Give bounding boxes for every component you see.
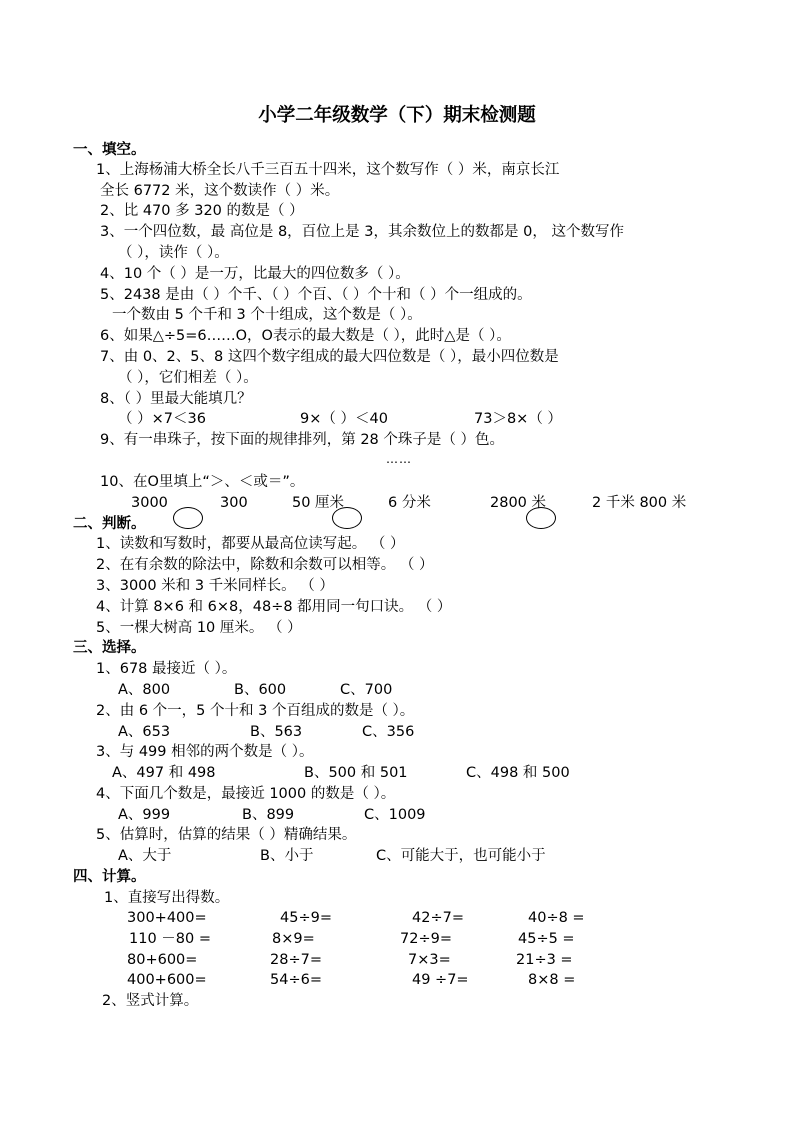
calc-r2-c4: 45÷5 = (518, 931, 575, 947)
compare-item-6: 2 千米 800 米 (592, 495, 687, 511)
choice-3-option-b: B、500 和 501 (304, 765, 408, 781)
calc-r1-c3: 42÷7= (412, 910, 464, 926)
compare-item-2: 300 (220, 495, 248, 511)
calc-r4-c1: 400+600= (127, 972, 207, 988)
compare-item-1: 3000 (131, 495, 168, 511)
choice-4-option-b: B、899 (242, 807, 295, 823)
section-true-false-heading: 二、判断。 (73, 516, 146, 532)
choice-question-2: 2、由 6 个一，5 个十和 3 个百组成的数是（ ）。 (96, 703, 415, 719)
choice-5-option-b: B、小于 (260, 848, 314, 864)
bead-pattern-ellipsis: …… (386, 452, 412, 466)
choice-3-option-a: A、497 和 498 (112, 765, 216, 781)
calc-r4-c3: 49 ÷7= (412, 972, 469, 988)
section-fill-blank-heading: 一、填空。 (73, 142, 146, 158)
judge-item-5: 5、一棵大树高 10 厘米。 （ ） (96, 620, 302, 636)
choice-4-option-a: A、999 (118, 807, 171, 823)
calc-r2-c2: 8×9= (272, 931, 315, 947)
choice-2-option-c: C、356 (362, 724, 415, 740)
page-title: 小学二年级数学（下）期末检测题 (258, 105, 536, 126)
calc-r3-c4: 21÷3 = (516, 952, 573, 968)
choice-1-option-b: B、600 (234, 682, 287, 698)
question-7-line-1: 7、由 0、2、5、8 这四个数字组成的最大四位数是（ ），最小四位数是 (100, 349, 559, 365)
choice-2-option-b: B、563 (250, 724, 303, 740)
choice-1-option-a: A、800 (118, 682, 171, 698)
question-1-line-1: 1、上海杨浦大桥全长八千三百五十四米，这个数写作（ ）米，南京长江 (96, 162, 560, 178)
calc-r3-c2: 28÷7= (270, 952, 322, 968)
question-5-line-1: 5、2438 是由（ ）个千、（ ）个百、（ ）个十和（ ）个一组成的。 (100, 287, 532, 303)
calc-sub-1: 1、直接写出得数。 (104, 890, 230, 906)
calc-r4-c4: 8×8 = (528, 972, 576, 988)
calc-r3-c1: 80+600= (127, 952, 198, 968)
choice-question-1: 1、678 最接近（ ）。 (96, 661, 237, 677)
choice-5-option-a: A、大于 (118, 848, 172, 864)
calc-r1-c1: 300+400= (127, 910, 207, 926)
compare-circle-2[interactable] (332, 507, 362, 529)
question-3-line-2: （ ），读作（ ）。 (118, 245, 229, 261)
calc-r4-c2: 54÷6= (270, 972, 322, 988)
judge-item-2: 2、在有余数的除法中，除数和余数可以相等。 （ ） (96, 557, 434, 573)
question-8: 8、（ ）里最大能填几？ (100, 391, 252, 407)
compare-circle-1[interactable] (173, 507, 203, 529)
choice-4-option-c: C、1009 (364, 807, 426, 823)
section-choice-heading: 三、选择。 (73, 640, 146, 656)
question-8-item-1: （ ）×7＜36 (118, 411, 206, 427)
question-7-line-2: （ ），它们相差（ ）。 (118, 370, 258, 386)
choice-2-option-a: A、653 (118, 724, 171, 740)
judge-item-3: 3、3000 米和 3 千米同样长。 （ ） (96, 578, 334, 594)
question-8-item-3: 73＞8×（ ） (474, 411, 562, 427)
compare-item-4: 6 分米 (388, 495, 431, 511)
question-4: 4、10 个（ ）是一万，比最大的四位数多（ ）。 (100, 266, 410, 282)
calc-r2-c3: 72÷9= (400, 931, 452, 947)
compare-circle-3[interactable] (526, 507, 556, 529)
question-5-line-2: 一个数由 5 个千和 3 个十组成，这个数是（ ）。 (112, 307, 422, 323)
choice-question-5: 5、估算时，估算的结果（ ）精确结果。 (96, 827, 357, 843)
calc-sub-2: 2、竖式计算。 (102, 993, 199, 1009)
judge-item-1: 1、读数和写数时，都要从最高位读写起。 （ ） (96, 536, 405, 552)
question-2: 2、比 470 多 320 的数是（ ） (100, 203, 304, 219)
choice-5-option-c: C、可能大于，也可能小于 (376, 848, 546, 864)
question-1-line-2: 全长 6772 米，这个数读作（ ）米。 (100, 183, 340, 199)
judge-item-4: 4、计算 8×6 和 6×8，48÷8 都用同一句口诀。 （ ） (96, 599, 452, 615)
question-6: 6、如果△÷5=6……O，O表示的最大数是（ ），此时△是（ ）。 (100, 328, 511, 344)
calc-r1-c4: 40÷8 = (528, 910, 585, 926)
choice-question-4: 4、下面几个数是，最接近 1000 的数是（ ）。 (96, 786, 396, 802)
calc-r1-c2: 45÷9= (280, 910, 332, 926)
question-9: 9、有一串珠子，按下面的规律排列，第 28 个珠子是（ ）色。 (100, 432, 505, 448)
compare-item-3: 50 厘米 (292, 495, 345, 511)
choice-question-3: 3、与 499 相邻的两个数是（ ）。 (96, 744, 314, 760)
choice-3-option-c: C、498 和 500 (466, 765, 570, 781)
calc-r2-c1: 110 －80 = (129, 931, 211, 947)
question-8-item-2: 9×（ ）＜40 (300, 411, 388, 427)
compare-item-5: 2800 米 (490, 495, 547, 511)
choice-1-option-c: C、700 (340, 682, 393, 698)
calc-r3-c3: 7×3= (408, 952, 451, 968)
question-3-line-1: 3、一个四位数，最 高位是 8，百位上是 3，其余数位上的数都是 0， 这个数写作 (100, 224, 624, 240)
question-10: 10、在O里填上“＞、＜或＝”。 (100, 474, 305, 490)
section-calculation-heading: 四、计算。 (73, 869, 146, 885)
